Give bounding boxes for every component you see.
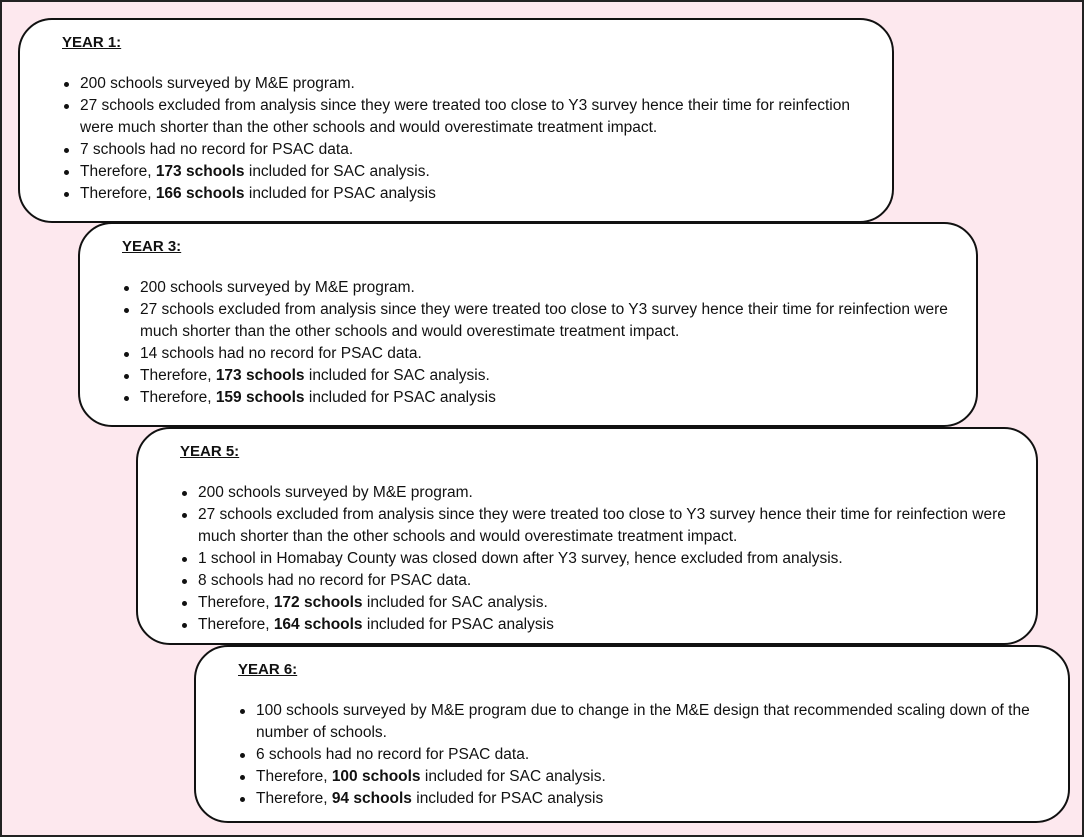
year-1-item: 200 schools surveyed by M&E program.: [62, 73, 868, 95]
year-5-item: 8 schools had no record for PSAC data.: [180, 570, 1012, 592]
year-3-item: Therefore, 173 schools included for SAC analysis.: [122, 365, 952, 387]
year-6-item: 100 schools surveyed by M&E program due to change in the M&E design that recommended scaling down of the number of schools.: [238, 700, 1044, 744]
year-1-list: [62, 73, 868, 205]
year-6-box: [194, 645, 1070, 823]
year-6-list: [238, 700, 1044, 810]
year-6-item: Therefore, 94 schools included for PSAC analysis: [238, 788, 1044, 810]
year-1-box: [18, 18, 894, 223]
year-3-box: [78, 222, 978, 427]
year-5-item: 200 schools surveyed by M&E program.: [180, 482, 1012, 504]
year-1-item: Therefore, 173 schools included for SAC analysis.: [62, 161, 868, 183]
year-6-item: 6 schools had no record for PSAC data.: [238, 744, 1044, 766]
highlight-count: 172 schools: [273, 594, 363, 611]
year-5-item: 27 schools excluded from analysis since they were treated too close to Y3 survey hence their time for reinfection were much shorter than the other schools and would overestimate treatment impact.: [180, 504, 1012, 548]
year-3-item: 14 schools had no record for PSAC data.: [122, 343, 952, 365]
year-1-item: 7 schools had no record for PSAC data.: [62, 139, 868, 161]
year-6-title: YEAR 6:: [238, 661, 298, 678]
highlight-count: 94 schools: [331, 790, 412, 807]
year-5-box: [136, 427, 1038, 645]
year-3-item: 200 schools surveyed by M&E program.: [122, 277, 952, 299]
highlight-count: 164 schools: [273, 616, 363, 633]
year-5-item: Therefore, 172 schools included for SAC analysis.: [180, 592, 1012, 614]
year-5-list: [180, 482, 1012, 636]
year-1-item: Therefore, 166 schools included for PSAC analysis: [62, 183, 868, 205]
highlight-count: 100 schools: [331, 768, 421, 785]
year-5-item: 1 school in Homabay County was closed down after Y3 survey, hence excluded from analysis.: [180, 548, 1012, 570]
year-3-title: YEAR 3:: [122, 238, 182, 255]
year-6-item: Therefore, 100 schools included for SAC analysis.: [238, 766, 1044, 788]
year-1-title: YEAR 1:: [62, 34, 122, 51]
highlight-count: 166 schools: [155, 185, 245, 202]
year-3-item: 27 schools excluded from analysis since they were treated too close to Y3 survey hence their time for reinfection were much shorter than the other schools and would overestimate treatment impact.: [122, 299, 952, 343]
year-3-item: Therefore, 159 schools included for PSAC analysis: [122, 387, 952, 409]
year-3-list: [122, 277, 952, 409]
highlight-count: 173 schools: [215, 367, 305, 384]
year-5-title: YEAR 5:: [180, 443, 240, 460]
highlight-count: 159 schools: [215, 389, 305, 406]
highlight-count: 173 schools: [155, 163, 245, 180]
year-1-item: 27 schools excluded from analysis since they were treated too close to Y3 survey hence their time for reinfection were much shorter than the other schools and would overestimate treatment impact.: [62, 95, 868, 139]
year-5-item: Therefore, 164 schools included for PSAC analysis: [180, 614, 1012, 636]
